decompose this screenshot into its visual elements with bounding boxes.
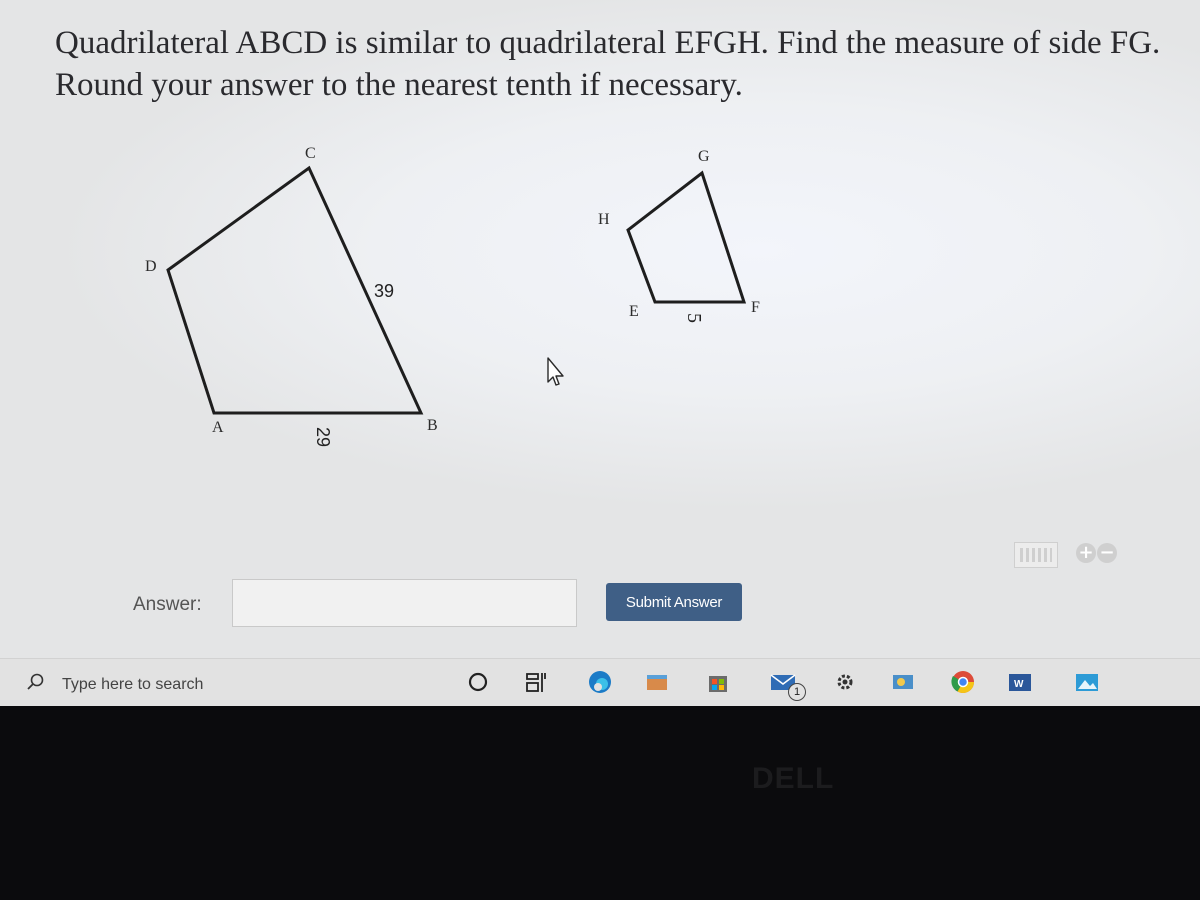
taskbar [0,658,1200,706]
word-icon[interactable] [1005,667,1035,697]
vertex-f-label: F [751,299,760,316]
edge-icon[interactable] [585,667,615,697]
search-placeholder: Type here to search [62,676,204,693]
zoom-out-icon[interactable]: − [1097,543,1117,563]
store-icon[interactable] [703,667,733,697]
question-line-1: Quadrilateral ABCD is similar to quadrilateral EFGH. Find the measure of side FG. [55,25,1161,61]
answer-label: Answer: [133,594,202,615]
vertex-d-label: D [145,258,157,275]
vertex-b-label: B [427,417,438,434]
question-line-2: Round your answer to the nearest tenth if necessary. [55,67,743,103]
vertex-h-label: H [598,211,610,228]
answer-input[interactable] [232,579,577,627]
taskbar-search-box[interactable] [26,669,346,699]
mouse-cursor-icon [548,358,563,385]
side-ab-length: 29 [313,427,333,448]
weather-icon[interactable] [888,667,918,697]
vertex-e-label: E [629,303,639,320]
image-app-icon[interactable] [1072,667,1102,697]
vertex-g-label: G [698,148,710,165]
svg-text:W: W [1014,679,1024,690]
side-ef-length: 5 [683,313,705,323]
mail-badge: 1 [788,683,806,701]
vertex-a-label: A [212,419,224,436]
settings-icon[interactable] [830,667,860,697]
photos-icon[interactable] [642,667,672,697]
search-icon [26,673,44,691]
vertex-c-label: C [305,145,316,162]
submit-answer-button[interactable]: Submit Answer [606,583,742,621]
dell-logo: DELL [752,762,835,795]
cortana-icon[interactable] [463,667,493,697]
task-view-icon[interactable] [521,667,551,697]
zoom-in-icon[interactable]: + [1076,543,1096,563]
keyboard-icon[interactable] [1014,542,1058,568]
side-bc-length: 39 [374,281,395,301]
chrome-icon[interactable] [948,667,978,697]
quadrilateral-efgh [628,173,744,302]
